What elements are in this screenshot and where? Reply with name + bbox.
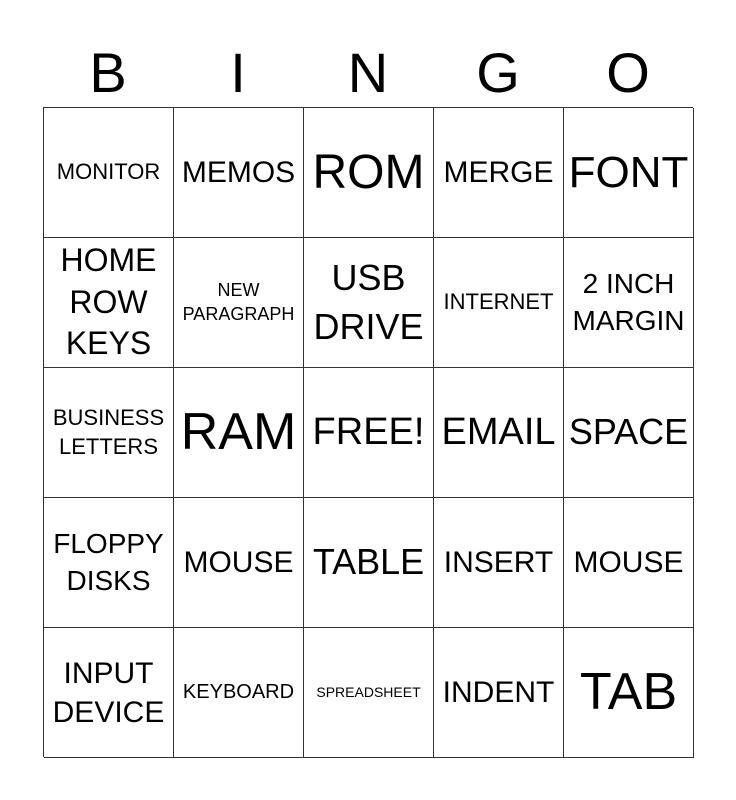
cell-label: KEYBOARD [182,681,295,704]
cell-label: MOUSE [573,545,684,579]
header-letter-o: O [606,41,650,104]
cell-label: INPUT DEVICE [52,656,165,729]
bingo-board [43,107,693,757]
cell-label: ROM [312,145,425,199]
cell-label: EMAIL [441,411,556,454]
cell-label: FREE! [312,411,425,454]
bingo-cell-r5-c1[interactable] [44,628,174,758]
cell-label: MEMOS [181,155,296,189]
bingo-cell-r5-c5[interactable] [564,628,694,758]
cell-label: MONITOR [56,159,161,185]
bingo-cell-r5-c2[interactable] [174,628,304,758]
cell-label: SPACE [568,411,689,453]
bingo-cell-r3-c5[interactable] [564,368,694,498]
cell-label: RAM [180,403,297,462]
bingo-cell-r5-c4[interactable] [434,628,564,758]
bingo-cell-r2-c5[interactable] [564,238,694,368]
bingo-cell-r4-c5[interactable] [564,498,694,628]
cell-label: TAB [579,663,678,722]
bingo-cell-r3-c4[interactable] [434,368,564,498]
bingo-cell-r1-c3[interactable] [304,108,434,238]
bingo-cell-r2-c3[interactable] [304,238,434,368]
bingo-cell-r3-c3[interactable] [304,368,434,498]
bingo-cell-r1-c5[interactable] [564,108,694,238]
cell-label: 2 INCH MARGIN [572,268,685,336]
header-letter-n: N [347,41,389,104]
bingo-cell-r4-c2[interactable] [174,498,304,628]
cell-label: MOUSE [183,545,294,579]
cell-label: SPREADSHEET [316,683,421,700]
bingo-cell-r4-c3[interactable] [304,498,434,628]
bingo-cell-r1-c4[interactable] [434,108,564,238]
bingo-header [43,40,693,106]
header-letter-b: B [89,41,127,104]
cell-label: INDENT [442,675,555,709]
cell-label: USB DRIVE [313,256,424,347]
bingo-cell-r5-c3[interactable] [304,628,434,758]
bingo-cell-r4-c1[interactable] [44,498,174,628]
bingo-cell-r1-c1[interactable] [44,108,174,238]
cell-label: INTERNET [443,289,554,315]
cell-label: MERGE [443,155,554,189]
cell-label: BUSINESS LETTERS [52,404,165,459]
bingo-cell-r3-c2[interactable] [174,368,304,498]
header-letter-g: G [476,41,520,104]
cell-label: FLOPPY DISKS [53,528,164,596]
bingo-cell-r2-c2[interactable] [174,238,304,368]
header-letter-i: I [230,41,246,104]
cell-label: FONT [568,147,689,197]
cell-label: INSERT [443,545,554,579]
bingo-cell-r3-c1[interactable] [44,368,174,498]
cell-label: TABLE [312,541,425,583]
bingo-cell-r2-c4[interactable] [434,238,564,368]
cell-label: HOME ROW KEYS [60,242,157,362]
bingo-cell-r2-c1[interactable] [44,238,174,368]
cell-label: NEW PARAGRAPH [182,280,295,324]
bingo-cell-r4-c4[interactable] [434,498,564,628]
bingo-cell-r1-c2[interactable] [174,108,304,238]
